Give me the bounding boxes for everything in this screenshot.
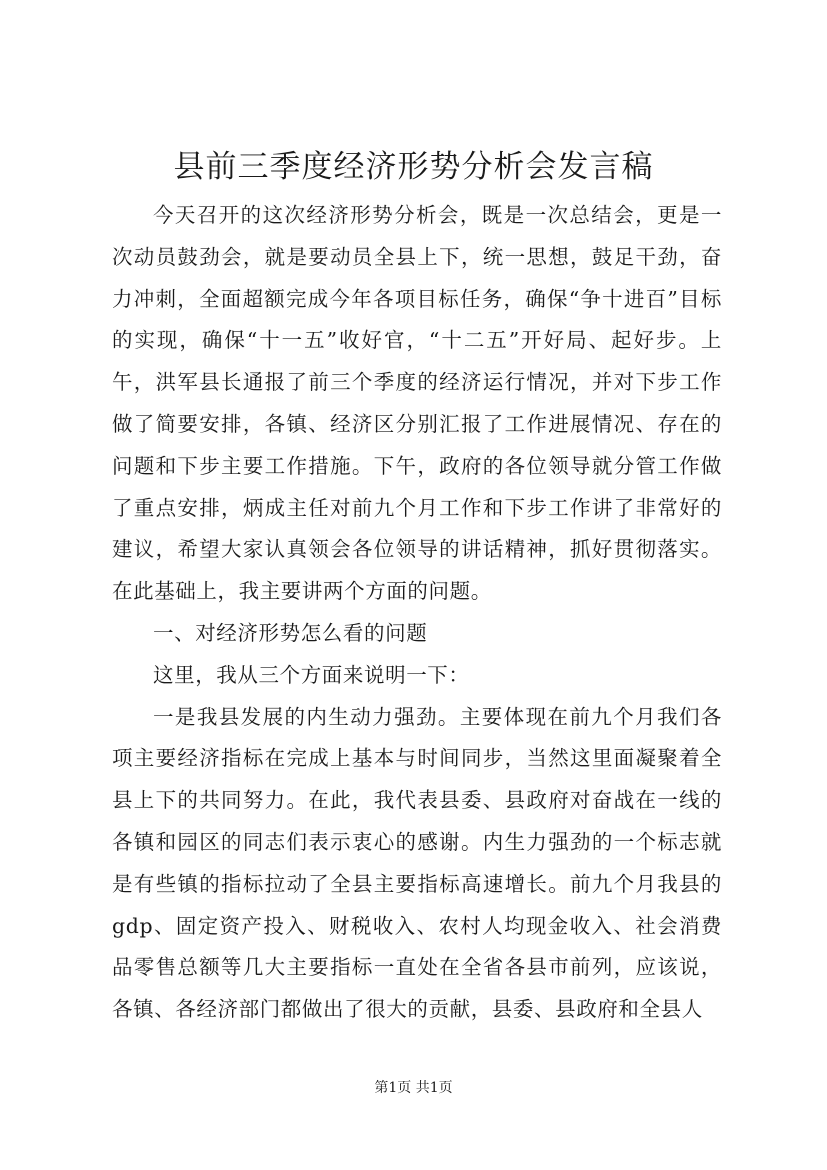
document-title: 县前三季度经济形势分析会发言稿 (173, 149, 654, 185)
section-heading-1: 一、对经济形势怎么看的问题 (153, 620, 428, 645)
paragraph-lead: 这里，我从三个方面来说明一下： (153, 662, 470, 687)
document-body (112, 195, 722, 1031)
paragraph-intro: 今天召开的这次经济形势分析会，既是一次总结会，更是一次动员鼓劲会，就是要动员全县上下，统一思想，鼓足干劲，奋力冲刺，全面超额完成今年各项目标任务，确保“争十进百”目标的实现，确保“十一五”收好官，“十二五”开好局、起好步。上午，洪军县长通报了前三个季度的经济运行情况，并对下步工作做了简要安排，各镇、经济区分别汇报了工作进展情况、存在的问题和下步主要工作措施。下午，政府的各位领导就分管工作做了重点安排，炳成主任对前九个月工作和下步工作讲了非常好的建议，希望大家认真领会各位领导的讲话精神，抓好贯彻落实。在此基础上，我主要讲两个方面的问题。 (112, 203, 722, 604)
page-footer: 第1页 共1页 (374, 1080, 453, 1096)
paragraph-point-1: 一是我县发展的内生动力强劲。主要体现在前九个月我们各项主要经济指标在完成上基本与时间同步，当然这里面凝聚着全县上下的共同努力。在此，我代表县委、县政府对奋战在一线的各镇和园区的同志们表示衷心的感谢。内生力强劲的一个标志就是有些镇的指标拉动了全县主要指标高速增长。前九个月我县的gdp、固定资产投入、财税收入、农村人均现金收入、社会消费品零售总额等几大主要指标一直处在全省各县市前列，应该说，各镇、各经济部门都做出了很大的贡献，县委、县政府和全县人 (112, 704, 722, 1022)
